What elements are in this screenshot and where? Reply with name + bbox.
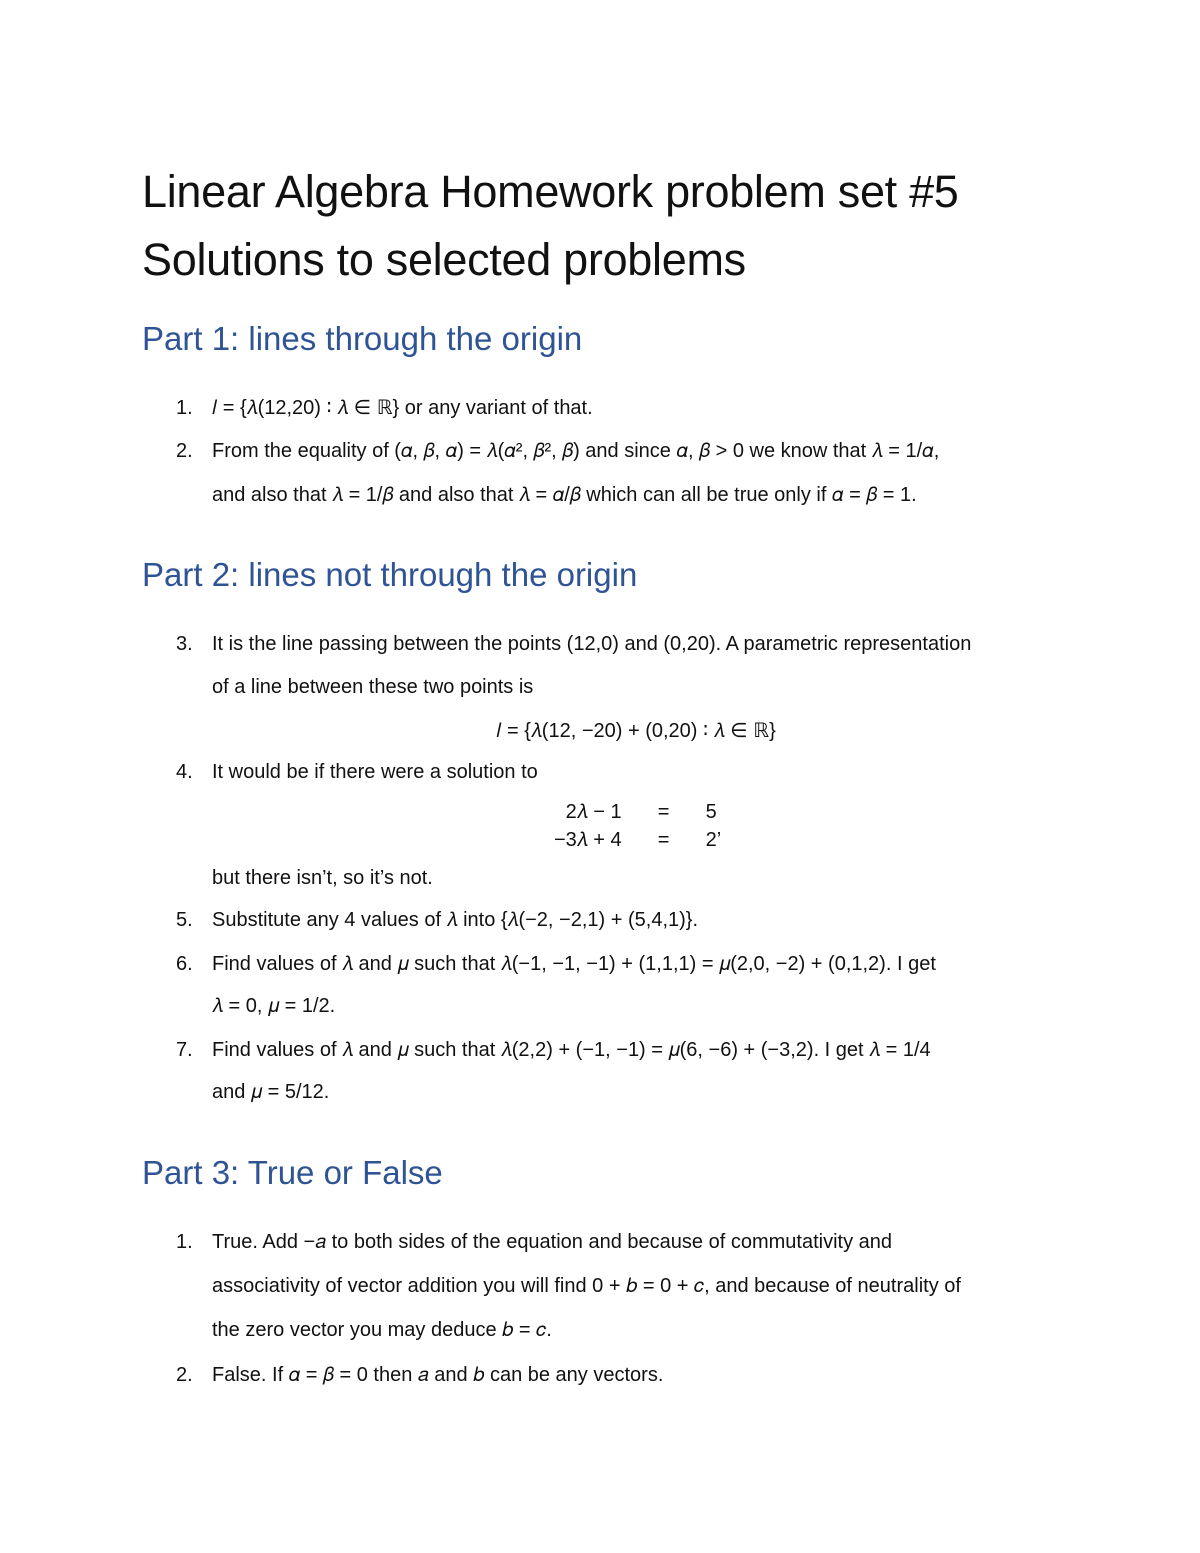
item-text: From the equality of (𝛼, 𝛽, 𝛼) = 𝜆(𝛼², 𝛽², 𝛽) and since 𝛼, 𝛽 > 0 we know that 𝜆 = 1/𝛼,	[212, 440, 940, 462]
item-text: False. If 𝛼 = 𝛽 = 0 then 𝑎 and 𝑏 can be any vectors.	[212, 1364, 664, 1386]
item-text-continuation: of a line between these two points is	[212, 676, 534, 698]
item-text: Find values of 𝜆 and 𝜇 such that 𝜆(−1, −1, −1) + (1,1,1) = 𝜇(2,0, −2) + (0,1,2). I get	[212, 953, 936, 975]
item-number: 1.	[176, 1231, 193, 1253]
eq-right: 5	[705, 800, 717, 823]
item-number: 2.	[176, 1364, 193, 1386]
item-number: 7.	[176, 1039, 193, 1061]
item-text: True. Add −𝑎 to both sides of the equation and because of commutativity and	[212, 1231, 892, 1253]
item-text-continuation: and also that 𝜆 = 1/𝛽 and also that 𝜆 = 𝛼/𝛽 which can all be true only if 𝛼 = 𝛽 = 1.	[212, 484, 917, 506]
eq-operator: =	[657, 828, 670, 851]
part3-heading: Part 3: True or False	[142, 1154, 443, 1191]
item-text-continuation: associativity of vector addition you will find 0 + 𝑏 = 0 + 𝑐, and because of neutrality of	[212, 1275, 961, 1297]
eq-operator: =	[657, 800, 670, 823]
item-text: It is the line passing between the points (12,0) and (0,20). A parametric representation	[212, 633, 972, 655]
item-text-continuation: and 𝜇 = 5/12.	[212, 1081, 330, 1103]
item-number: 1.	[176, 397, 193, 419]
item-number: 6.	[176, 953, 193, 975]
part2-heading: Part 2: lines not through the origin	[142, 556, 638, 593]
equation-row	[548, 798, 727, 826]
item-number: 2.	[176, 440, 193, 462]
parametric-formula: 𝑙 = {𝜆(12, −20) + (0,20) ∶ 𝜆 ∈ ℝ}	[496, 720, 776, 742]
item-number: 3.	[176, 633, 193, 655]
document-title-line1: Linear Algebra Homework problem set #5	[142, 166, 959, 217]
eq-right: 2’	[705, 828, 722, 851]
eq-left: −3𝜆 + 4	[554, 828, 622, 851]
item-text-continuation: 𝜆 = 0, 𝜇 = 1/2.	[212, 995, 336, 1017]
item-text-continuation: but there isn’t, so it’s not.	[212, 867, 433, 889]
document-title-line2: Solutions to selected problems	[142, 234, 746, 285]
item-text: It would be if there were a solution to	[212, 761, 538, 783]
item-text: 𝑙 = {𝜆(12,20) ∶ 𝜆 ∈ ℝ} or any variant of that.	[212, 397, 593, 419]
item-number: 5.	[176, 909, 193, 931]
eq-left: 2𝜆 − 1	[565, 800, 622, 823]
item-number: 4.	[176, 761, 193, 783]
part1-heading: Part 1: lines through the origin	[142, 320, 583, 357]
equation-row	[548, 826, 727, 854]
item-text: Substitute any 4 values of 𝜆 into {𝜆(−2, −2,1) + (5,4,1)}.	[212, 909, 699, 931]
item-text: Find values of 𝜆 and 𝜇 such that 𝜆(2,2) + (−1, −1) = 𝜇(6, −6) + (−3,2). I get 𝜆 = 1/4	[212, 1039, 931, 1061]
equation-system	[548, 798, 727, 854]
item-text-continuation: the zero vector you may deduce 𝑏 = 𝑐.	[212, 1319, 552, 1341]
